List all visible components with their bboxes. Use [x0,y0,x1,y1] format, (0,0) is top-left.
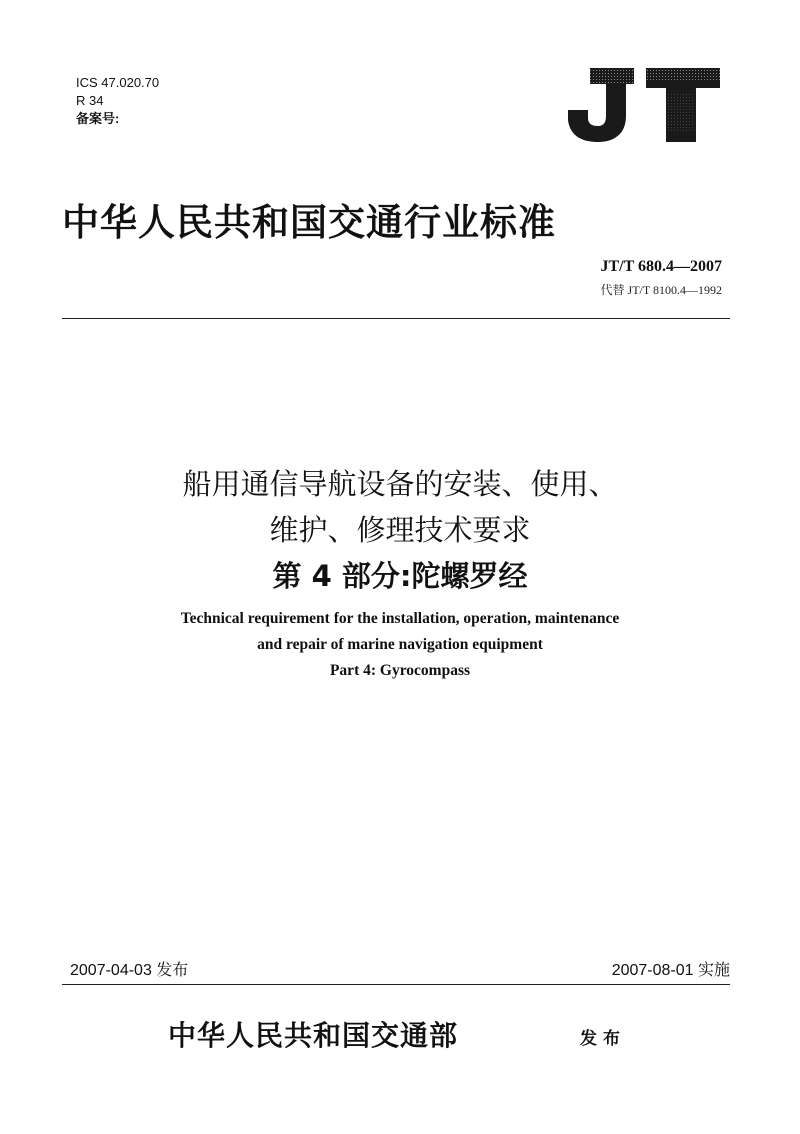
logo-letter-j [568,68,634,142]
english-title-line-1: Technical requirement for the installation, operation, maintenance [180,610,620,627]
issue-date: 2007-04-03 发布 [70,962,189,979]
chinese-title-line-1: 船用通信导航设备的安装、使用、 [182,467,618,501]
ics-code: ICS 47.020.70 [76,75,160,90]
meta-block [76,74,159,128]
class-code: R 34 [76,93,104,108]
english-title-line-2: and repair of marine navigation equipment [257,636,543,653]
record-number-label: 备案号: [76,111,120,126]
replaces-standard: 代替 JT/T 8100.4—1992 [600,283,722,297]
logo-letter-t [646,68,720,142]
chinese-title-line-2: 维护、修理技术要求 [269,513,531,547]
implementation-date: 2007-08-01 实施 [611,962,730,979]
chinese-title-line-3: 第 4 部分:陀螺罗经 [272,559,528,593]
english-title-line-3: Part 4: Gyrocompass [329,662,471,679]
standard-type-title: 中华人民共和国交通行业标准 [62,200,556,244]
top-divider [62,318,730,319]
standard-number: JT/T 680.4—2007 [600,258,722,275]
jt-logo-icon [562,66,722,144]
bottom-divider [62,984,730,985]
publish-label: 发布 [580,1029,626,1049]
publisher-name: 中华人民共和国交通部 [168,1019,459,1052]
